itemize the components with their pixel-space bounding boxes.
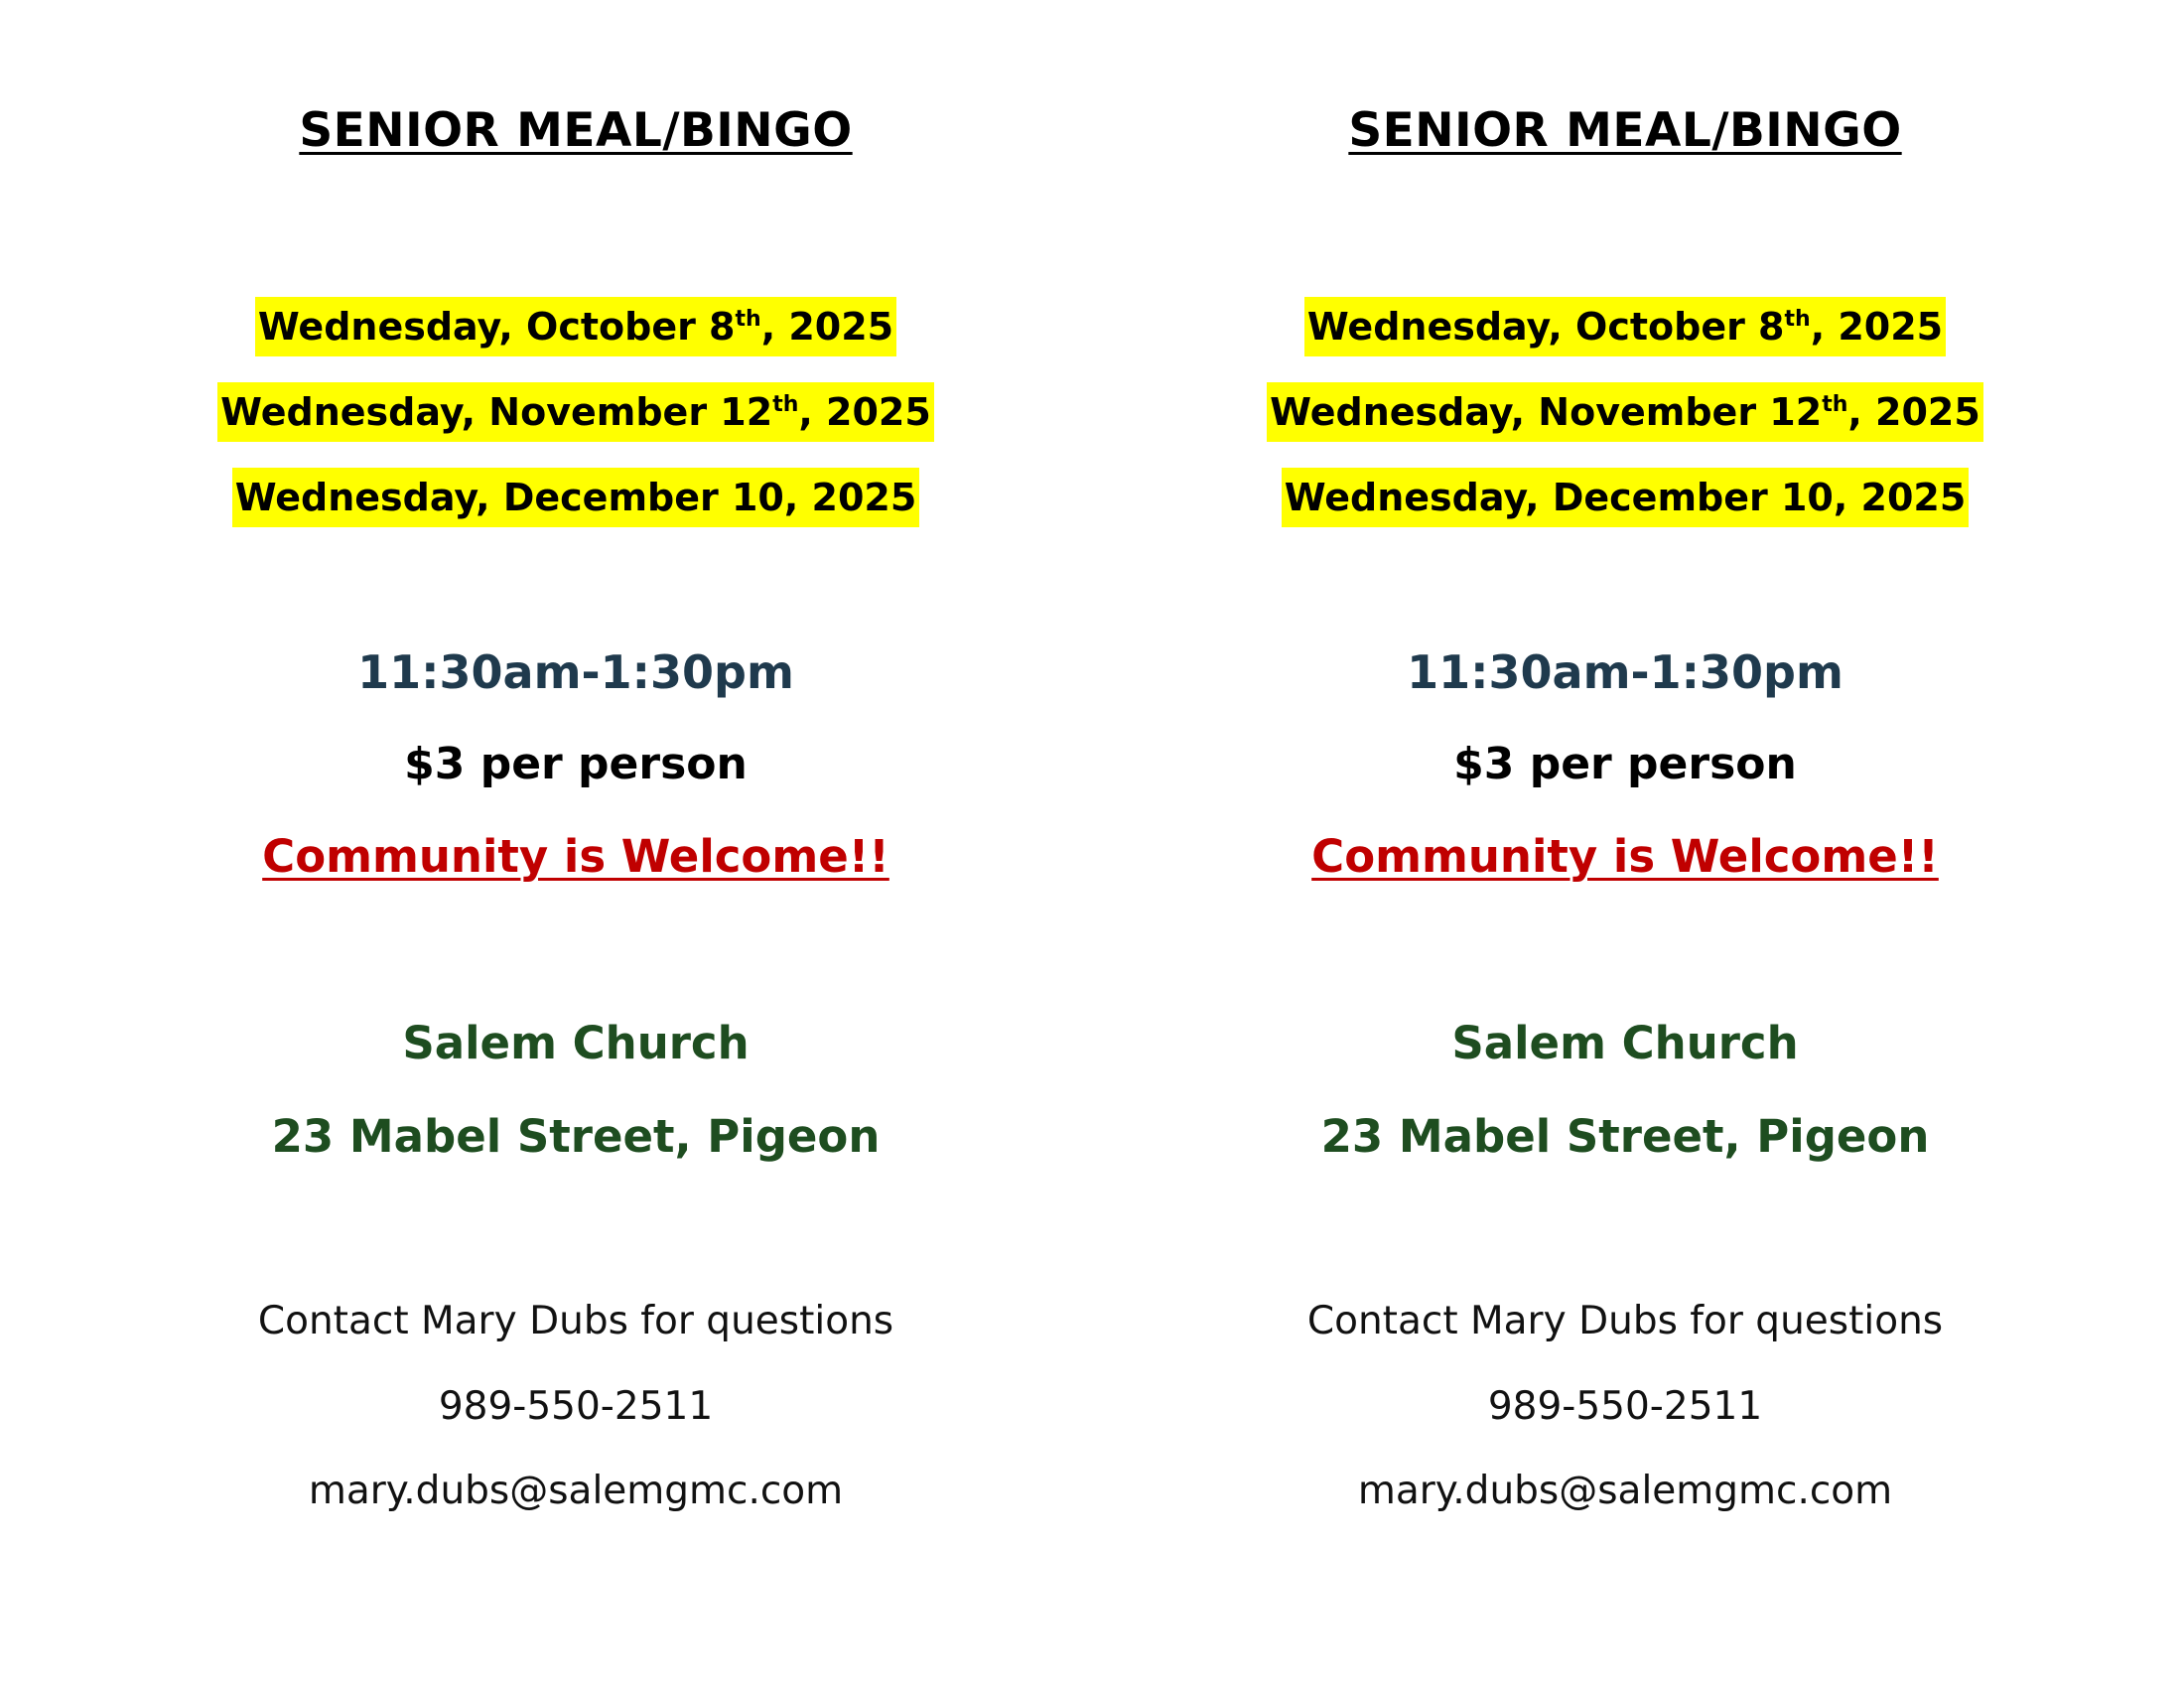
date-highlight (1267, 382, 1983, 442)
venue-name: Salem Church (1451, 1017, 1799, 1069)
event-date-october (79, 305, 1072, 349)
contact-phone: 989-550-2511 (1487, 1384, 1763, 1429)
event-time: 11:30am-1:30pm (1407, 645, 1843, 699)
date-text: Wednesday, October 8 (1306, 305, 1785, 349)
contact-email: mary.dubs@salemgmc.com (308, 1469, 844, 1513)
contact-email: mary.dubs@salemgmc.com (1357, 1469, 1893, 1513)
flyer-right (1129, 0, 2121, 1688)
date-highlight (1304, 297, 1946, 356)
contact-phone: 989-550-2511 (438, 1384, 714, 1429)
date-text: Wednesday, October 8 (257, 305, 736, 349)
date-text: Wednesday, November 12 (1270, 390, 1823, 434)
flyer-title: SENIOR MEAL/BINGO (299, 103, 853, 158)
date-text: Wednesday, December 10, 2025 (234, 476, 917, 519)
date-text: Wednesday, December 10, 2025 (1284, 476, 1967, 519)
date-year: , 2025 (798, 390, 931, 434)
community-welcome: Community is Welcome!! (1311, 830, 1939, 883)
date-ordinal: th (1822, 392, 1848, 417)
date-year: , 2025 (1847, 390, 1980, 434)
date-ordinal: th (735, 307, 761, 332)
flyer-title: SENIOR MEAL/BINGO (1348, 103, 1902, 158)
date-highlight (255, 297, 896, 356)
contact-text: Contact Mary Dubs for questions (257, 1299, 894, 1343)
venue-address: 23 Mabel Street, Pigeon (1320, 1110, 1930, 1163)
event-date-december (1129, 476, 2121, 519)
date-ordinal: th (772, 392, 799, 417)
community-welcome: Community is Welcome!! (262, 830, 889, 883)
flyer-left (79, 0, 1072, 1688)
event-date-october (1129, 305, 2121, 349)
event-date-november (1129, 390, 2121, 434)
date-highlight (232, 468, 920, 527)
event-date-november (79, 390, 1072, 434)
event-time: 11:30am-1:30pm (357, 645, 794, 699)
event-price: $3 per person (1453, 739, 1797, 789)
venue-name: Salem Church (402, 1017, 750, 1069)
date-text: Wednesday, November 12 (220, 390, 773, 434)
contact-text: Contact Mary Dubs for questions (1306, 1299, 1944, 1343)
date-highlight (1282, 468, 1970, 527)
event-price: $3 per person (404, 739, 748, 789)
date-highlight (217, 382, 934, 442)
date-year: , 2025 (760, 305, 894, 349)
venue-address: 23 Mabel Street, Pigeon (271, 1110, 881, 1163)
date-ordinal: th (1784, 307, 1811, 332)
event-date-december (79, 476, 1072, 519)
date-year: , 2025 (1810, 305, 1944, 349)
